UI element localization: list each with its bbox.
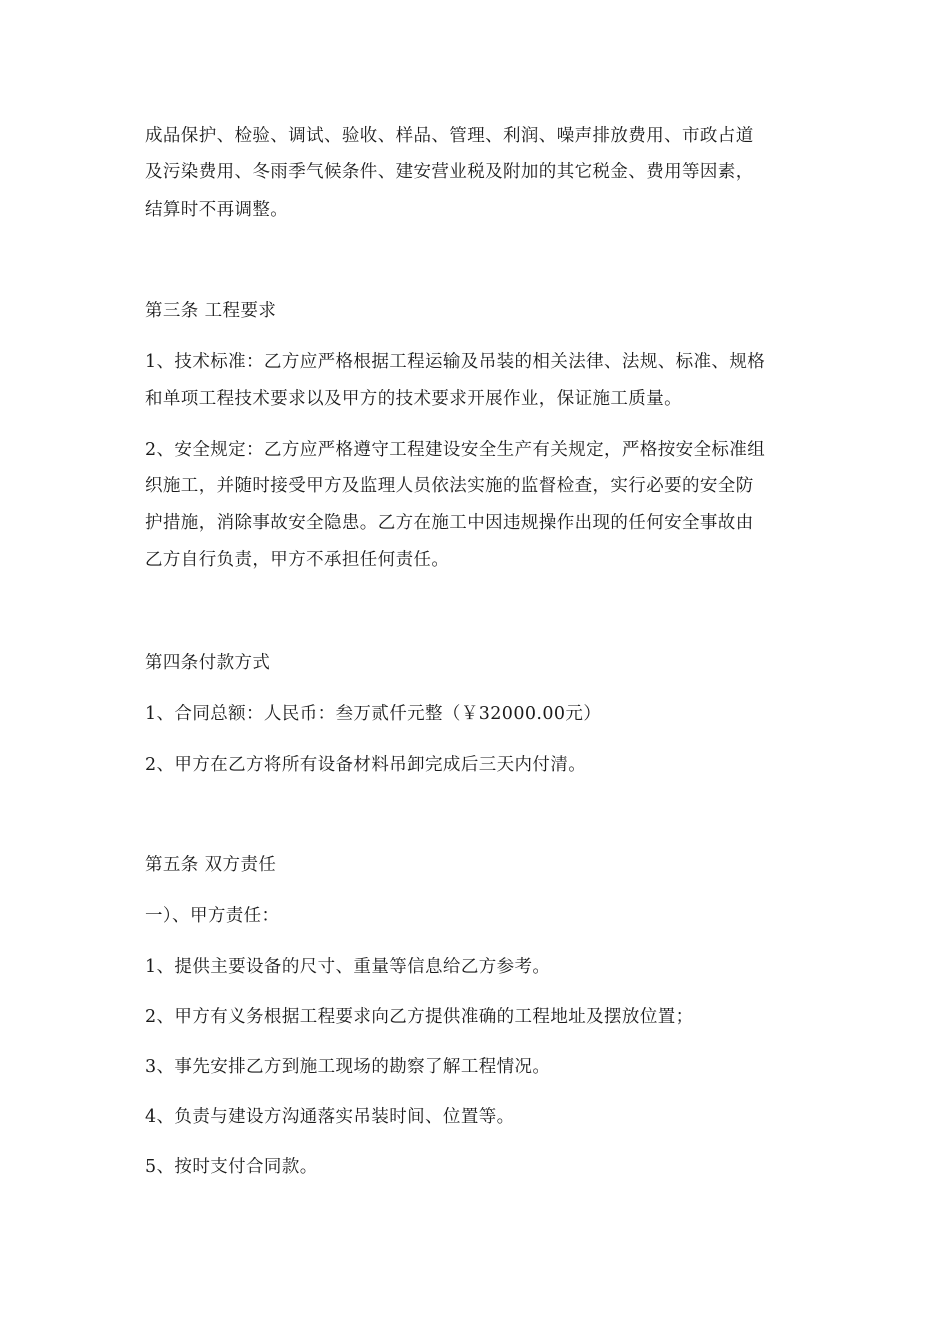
- article-3-item-2-line-4: 乙方自行负责，甲方不承担任何责任。: [145, 550, 450, 570]
- article-5-heading: 第五条 双方责任: [145, 855, 277, 875]
- article-3-heading: 第三条 工程要求: [145, 301, 277, 321]
- article-4-item-1: 1、合同总额：人民币：叁万贰仟元整（￥32000.00元）: [145, 704, 602, 724]
- article-3-item-1-line-1: 1、技术标准：乙方应严格根据工程运输及吊装的相关法律、法规、标准、规格: [145, 352, 766, 372]
- continuation-line-1: 成品保护、检验、调试、验收、样品、管理、利润、噪声排放费用、市政占道: [145, 126, 754, 146]
- article-5-item-3: 3、事先安排乙方到施工现场的勘察了解工程情况。: [145, 1057, 551, 1077]
- article-5-item-5: 5、按时支付合同款。: [145, 1157, 318, 1177]
- article-3-item-2-line-2: 织施工，并随时接受甲方及监理人员依法实施的监督检查，实行必要的安全防: [145, 476, 754, 496]
- continuation-line-3: 结算时不再调整。: [145, 200, 289, 220]
- article-3-item-1-line-2: 和单项工程技术要求以及甲方的技术要求开展作业，保证施工质量。: [145, 389, 682, 409]
- article-4-item-2: 2、甲方在乙方将所有设备材料吊卸完成后三天内付清。: [145, 755, 587, 775]
- article-3-item-2-line-3: 护措施，消除事故安全隐患。乙方在施工中因违规操作出现的任何安全事故由: [145, 513, 754, 533]
- article-5-item-1: 1、提供主要设备的尺寸、重量等信息给乙方参考。: [145, 957, 551, 977]
- article-5-item-2: 2、甲方有义务根据工程要求向乙方提供准确的工程地址及摆放位置；: [145, 1007, 694, 1027]
- article-3-item-2-line-1: 2、安全规定：乙方应严格遵守工程建设安全生产有关规定，严格按安全标准组: [145, 440, 766, 460]
- article-4-heading: 第四条付款方式: [145, 653, 271, 673]
- article-5-subheading: 一）、甲方责任：: [145, 906, 280, 926]
- article-5-item-4: 4、负责与建设方沟通落实吊装时间、位置等。: [145, 1107, 515, 1127]
- continuation-line-2: 及污染费用、冬雨季气候条件、建安营业税及附加的其它税金、费用等因素，: [145, 162, 754, 182]
